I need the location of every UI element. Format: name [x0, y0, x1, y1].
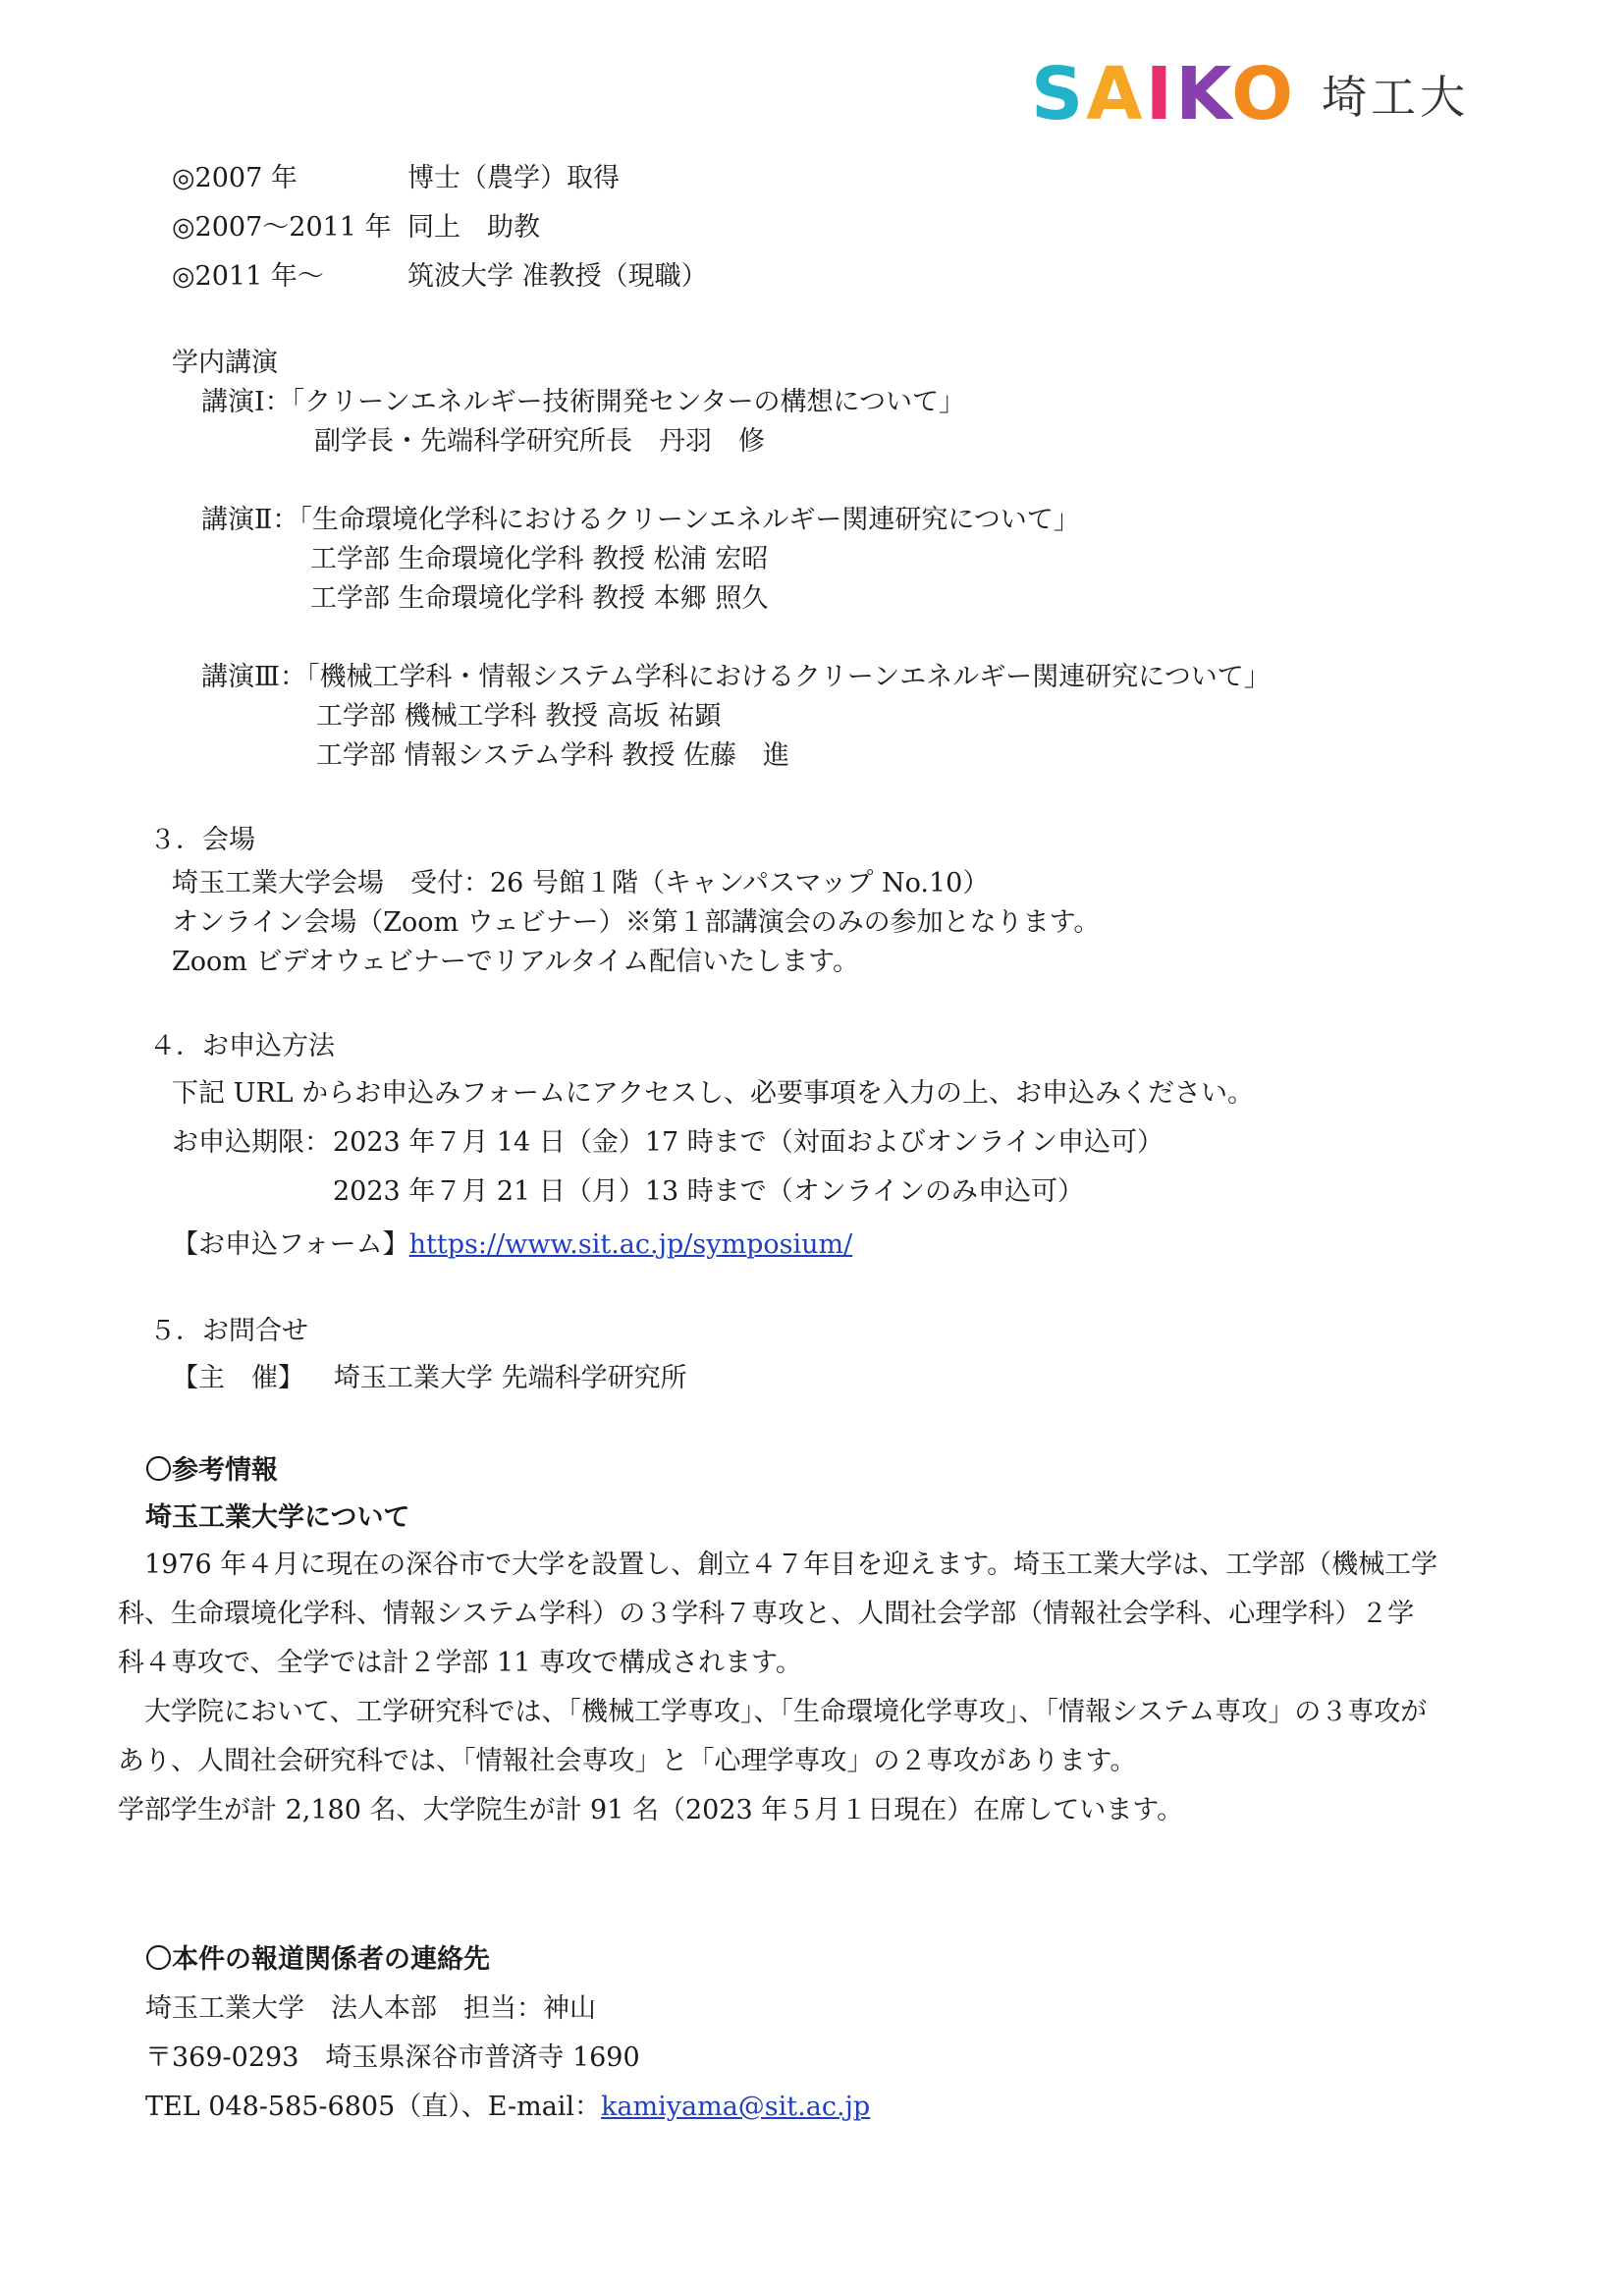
logo-japanese: 埼工大	[1322, 71, 1470, 124]
organizer-label: 【主 催】	[172, 1363, 304, 1393]
lecture-3-speaker-2: 工学部 情報システム学科 教授 佐藤 進	[316, 740, 790, 771]
lecture-2-title	[201, 503, 1080, 538]
logo-letter: S	[1031, 52, 1087, 136]
career-row-3	[172, 259, 708, 295]
lecture-title: 「クリーンエネルギー技術開発センターの構想について」	[291, 387, 966, 417]
deadline-label: お申込期限：	[172, 1127, 331, 1158]
lectures-heading: 学内講演	[172, 348, 278, 378]
press-email-link[interactable]: kamiyama@sit.ac.jp	[601, 2092, 871, 2122]
reference-paragraph-line-3: 科４専攻で、全学では計２学部 11 専攻で構成されます。	[118, 1648, 802, 1678]
career-desc: 同上 助教	[407, 212, 540, 243]
lecture-1-speaker-1: 副学長・先端科学研究所長 丹羽 修	[314, 426, 765, 457]
career-year: ◎2011 年～	[172, 261, 324, 292]
reference-paragraph-line-6: 学部学生が計 2,180 名、大学院生が計 91 名（2023 年５月１日現在）在席しています。	[118, 1795, 1184, 1825]
reference-heading: 〇参考情報	[145, 1455, 278, 1486]
venue-heading: ３．会場	[149, 825, 255, 855]
saiko-logo	[1031, 52, 1470, 136]
lecture-1-title	[201, 385, 965, 420]
lecture-2-speaker-1: 工学部 生命環境化学科 教授 松浦 宏昭	[310, 544, 769, 574]
deadline-value: 2023 年７月 14 日（金）17 時まで（対面およびオンライン申込可）	[333, 1127, 1164, 1158]
venue-line-3: Zoom ビデオウェビナーでリアルタイム配信いたします。	[172, 947, 859, 977]
career-row-1	[172, 161, 620, 196]
lecture-2-speaker-2: 工学部 生命環境化学科 教授 本郷 照久	[310, 583, 769, 614]
reference-paragraph-line-1: 1976 年４月に現在の深谷市で大学を設置し、創立４７年目を迎えます。埼玉工業大学は、工学部（機械工学	[118, 1550, 1438, 1580]
application-deadline-1	[172, 1125, 1164, 1161]
lecture-title: 「生命環境化学科におけるクリーンエネルギー関連研究について」	[298, 505, 1080, 535]
logo-wordmark	[1031, 52, 1297, 136]
application-heading: ４．お申込方法	[149, 1031, 335, 1061]
logo-letter: A	[1086, 52, 1146, 136]
career-desc: 筑波大学 准教授（現職）	[407, 261, 708, 292]
lecture-label: 講演Ⅲ：	[201, 662, 307, 692]
career-row-2	[172, 210, 540, 245]
press-heading: 〇本件の報道関係者の連絡先	[145, 1944, 490, 1975]
career-year: ◎2007～2011 年	[172, 212, 392, 243]
reference-paragraph-line-4: 大学院において、工学研究科では、「機械工学専攻」、「生命環境化学専攻」、「情報システム専攻」の３専攻が	[118, 1697, 1428, 1727]
lecture-label: 講演Ⅰ：	[201, 387, 292, 417]
logo-letter: O	[1231, 52, 1297, 136]
press-line-1: 埼玉工業大学 法人本部 担当：神山	[145, 1993, 596, 2024]
application-form-row	[172, 1227, 852, 1263]
career-desc: 博士（農学）取得	[407, 163, 620, 193]
lecture-label: 講演Ⅱ：	[201, 505, 299, 535]
venue-line-2: オンライン会場（Zoom ウェビナー）※第１部講演会のみの参加となります。	[172, 907, 1101, 938]
press-line-2: 〒369-0293 埼玉県深谷市普済寺 1690	[145, 2042, 640, 2073]
lecture-3-speaker-1: 工学部 機械工学科 教授 高坂 祐顕	[316, 701, 722, 732]
form-label: 【お申込フォーム】	[172, 1229, 409, 1260]
reference-paragraph-line-2: 科、生命環境化学科、情報システム学科）の３学科７専攻と、人間社会学部（情報社会学科、心理学科）２学	[118, 1599, 1415, 1629]
venue-line-1: 埼玉工業大学会場 受付：26 号館１階（キャンパスマップ No.10）	[172, 868, 990, 898]
application-deadline-2: 2023 年７月 21 日（月）13 時まで（オンラインのみ申込可）	[333, 1176, 1084, 1207]
application-form-link[interactable]: https://www.sit.ac.jp/symposium/	[408, 1229, 853, 1260]
organizer-row	[172, 1361, 687, 1396]
contact-heading: ５．お問合せ	[149, 1316, 308, 1346]
lecture-title: 「機械工学科・情報システム学科におけるクリーンエネルギー関連研究について」	[306, 662, 1271, 692]
application-intro: 下記 URL からお申込みフォームにアクセスし、必要事項を入力の上、お申込みください。	[172, 1078, 1255, 1109]
press-line-3	[145, 2090, 870, 2125]
logo-letter: I	[1145, 52, 1176, 136]
lecture-3-title	[201, 660, 1271, 695]
logo-letter: K	[1175, 52, 1232, 136]
press-contact-prefix: TEL 048-585-6805（直）、E-mail：	[145, 2092, 602, 2122]
reference-subheading: 埼玉工業大学について	[145, 1502, 410, 1533]
reference-paragraph-line-5: あり、人間社会研究科では、「情報社会専攻」と「心理学専攻」の２専攻があります。	[118, 1746, 1137, 1776]
career-year: ◎2007 年	[172, 163, 298, 193]
organizer-value: 埼玉工業大学 先端科学研究所	[334, 1363, 687, 1393]
